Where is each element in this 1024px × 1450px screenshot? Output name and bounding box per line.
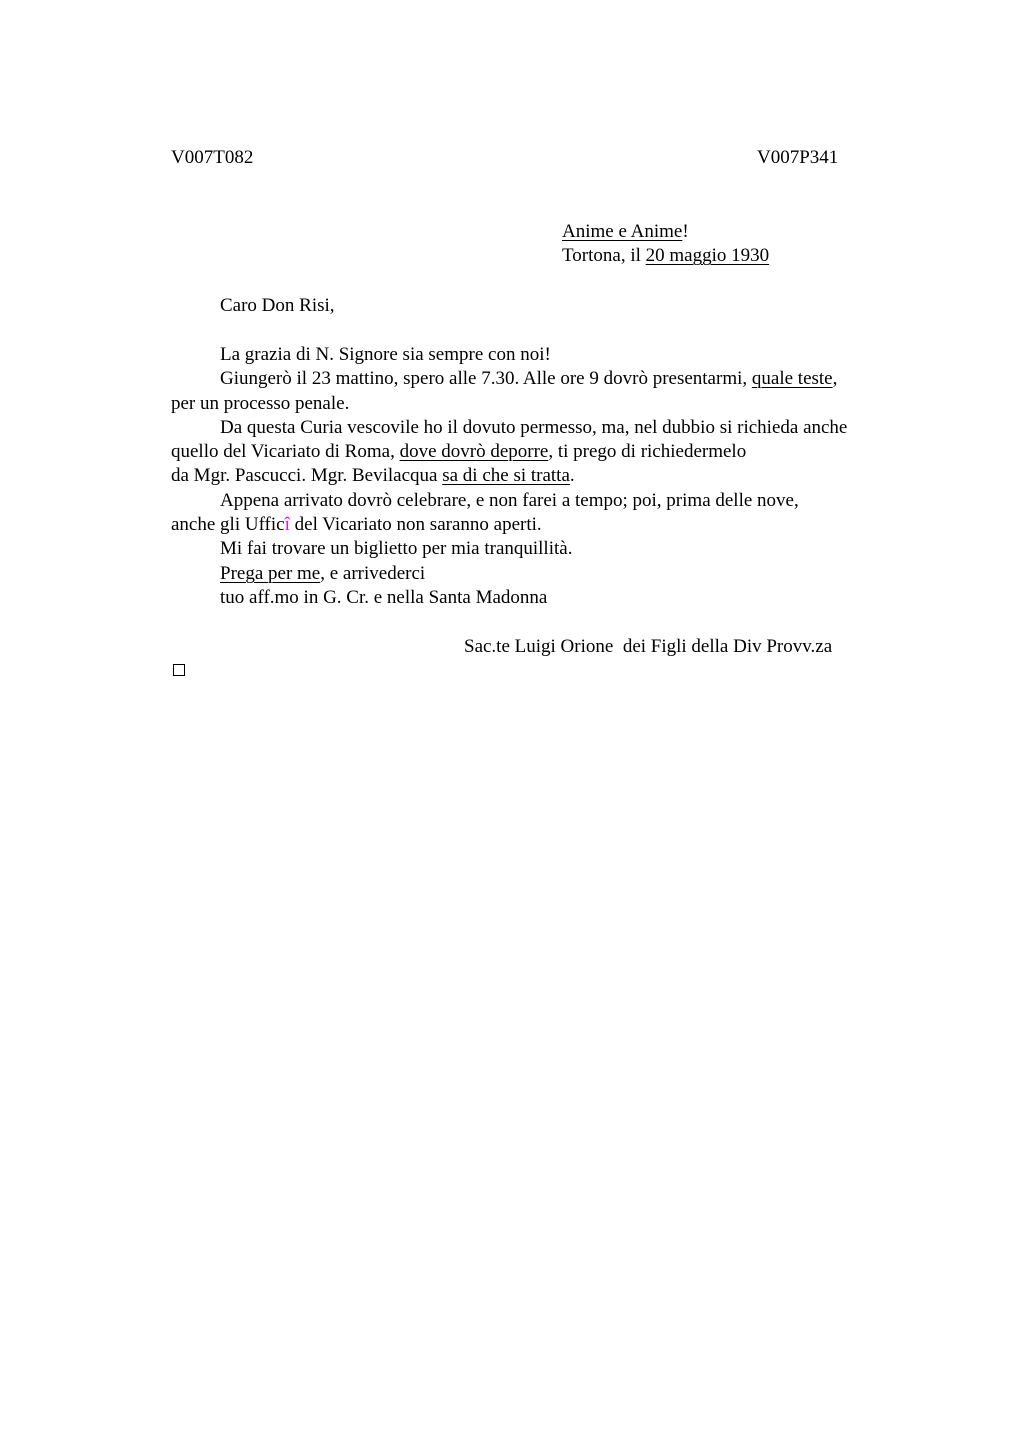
motto-suffix: ! — [682, 221, 689, 242]
body-line — [171, 440, 746, 464]
body-line — [171, 464, 575, 488]
document-code-left: V007T082 — [171, 147, 254, 168]
text-run: da Mgr. Pascucci. Mgr. Bevilacqua — [171, 465, 443, 486]
signature: Sac.te Luigi Orione dei Figli della Div Provv.za — [464, 636, 833, 657]
text-run: anche gli Uffic — [171, 514, 285, 535]
motto — [562, 220, 689, 244]
place-date — [562, 244, 769, 268]
text-run: , — [832, 368, 838, 389]
motto-underlined: Anime e Anime — [562, 221, 683, 242]
body-line: Da questa Curia vescovile ho il dovuto permesso, ma, nel dubbio si richieda anche — [220, 417, 848, 438]
body-line — [171, 513, 542, 537]
body-line — [220, 367, 837, 391]
document-code-right: V007P341 — [757, 147, 839, 168]
body-line: La grazia di N. Signore sia sempre con noi! — [220, 344, 551, 365]
underlined-run: sa di che si tratta — [442, 465, 570, 486]
body-line: Appena arrivato dovrò celebrare, e non farei a tempo; poi, prima delle nove, — [220, 490, 799, 511]
text-run: . — [569, 465, 575, 486]
body-line: Mi fai trovare un biglietto per mia tranquillità. — [220, 538, 573, 559]
letter-date: 20 maggio 1930 — [645, 245, 770, 266]
body-line — [220, 562, 425, 586]
empty-square-glyph — [173, 664, 185, 676]
underlined-run: quale teste — [751, 368, 833, 389]
salutation: Caro Don Risi, — [220, 295, 335, 316]
body-line: per un processo penale. — [171, 393, 350, 414]
highlighted-char: î — [284, 514, 290, 535]
text-run: , ti prego di richiedermelo — [548, 441, 747, 462]
place-prefix: Tortona, il — [562, 245, 646, 266]
text-run: quello del Vicariato di Roma, — [171, 441, 400, 462]
text-run: Giungerò il 23 mattino, spero alle 7.30. Alle ore 9 dovrò presentarmi, — [220, 368, 752, 389]
text-run: , e arrivederci — [320, 563, 426, 584]
underlined-run: dove dovrò deporre — [399, 441, 549, 462]
closing-line: tuo aff.mo in G. Cr. e nella Santa Madonna — [220, 587, 548, 608]
underlined-run: Prega per me — [220, 563, 321, 584]
text-run: del Vicariato non saranno aperti. — [289, 514, 542, 535]
